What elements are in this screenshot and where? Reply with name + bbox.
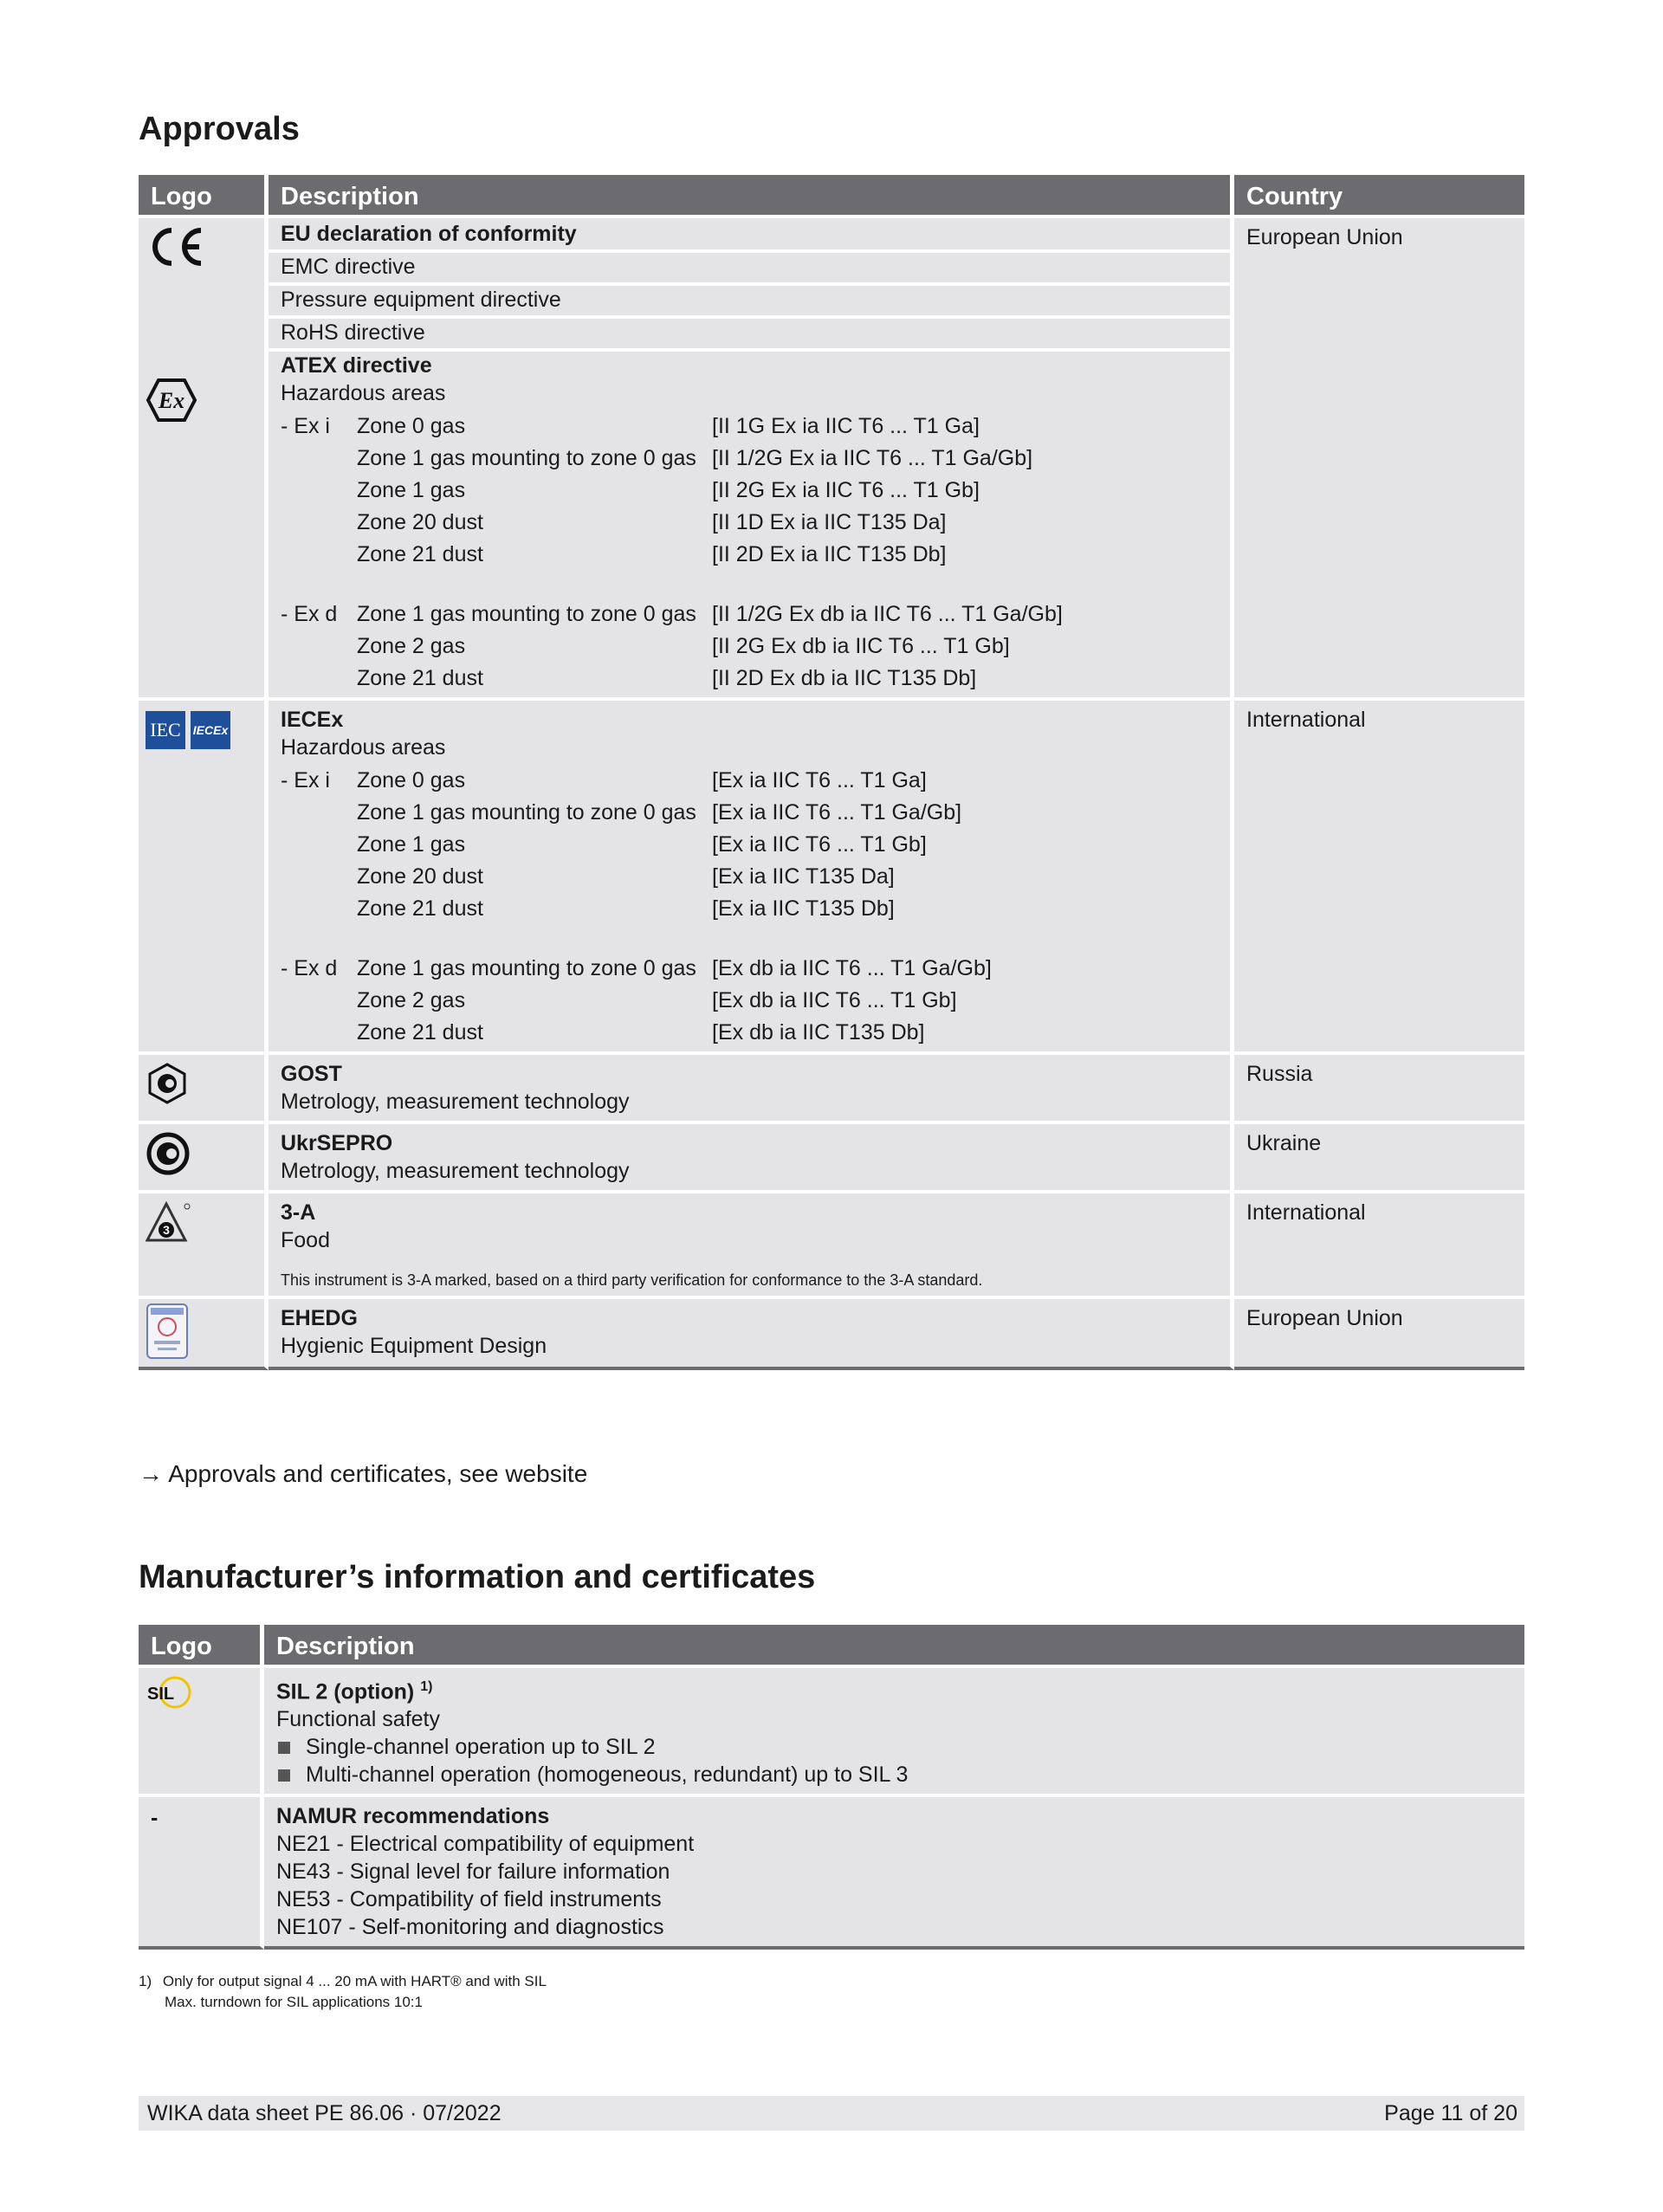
footnote-line-2: Max. turndown for SIL applications 10:1 <box>165 1994 423 2010</box>
zone-code: [II 2G Ex db ia IIC T6 ... T1 Gb] <box>712 634 1010 658</box>
manufacturer-table <box>139 1625 1524 1950</box>
zone-name: Zone 1 gas <box>357 478 466 502</box>
namur-item: NE53 - Compatibility of field instruments <box>276 1887 662 1912</box>
ehedg-country-cell: European Union <box>1234 1299 1524 1370</box>
eu-description-cell <box>269 218 1234 701</box>
atex-subtitle: Hazardous areas <box>281 381 446 405</box>
manufacturer-row-namur <box>139 1797 1524 1950</box>
zone-code: [II 1G Ex ia IIC T6 ... T1 Ga] <box>712 414 980 438</box>
footnote-line-1: Only for output signal 4 ... 20 mA with HART® and with SIL <box>162 1973 547 1989</box>
iecex-country-cell: International <box>1234 701 1524 1055</box>
iecex-logo-cell <box>139 701 269 1055</box>
col-logo-header: Logo <box>139 175 269 218</box>
approval-row-gost <box>139 1055 1524 1124</box>
zone-code: [Ex ia IIC T135 Db] <box>712 896 895 921</box>
eu-title: EU declaration of conformity <box>269 220 1230 253</box>
sil-subtitle: Functional safety <box>276 1707 440 1732</box>
ukrsepro-description-cell <box>269 1124 1234 1193</box>
three-a-country-cell: International <box>1234 1193 1524 1299</box>
zone-code: [II 1/2G Ex db ia IIC T6 ... T1 Ga/Gb] <box>712 602 1063 626</box>
zone-name: Zone 1 gas mounting to zone 0 gas <box>357 446 696 470</box>
svg-text:3: 3 <box>163 1223 170 1237</box>
approval-row-iecex <box>139 701 1524 1055</box>
ukrsepro-logo-cell <box>139 1124 269 1193</box>
zone-name: Zone 21 dust <box>357 666 483 690</box>
sil-bullet-item: Multi-channel operation (homogeneous, redundant) up to SIL 3 <box>276 1761 1512 1788</box>
atex-title: ATEX directive <box>281 353 432 378</box>
approvals-heading: Approvals <box>139 111 300 147</box>
zone-code: [II 1D Ex ia IIC T135 Da] <box>712 510 947 534</box>
zone-code: [II 2G Ex ia IIC T6 ... T1 Gb] <box>712 478 980 502</box>
zone-name: Zone 2 gas <box>357 634 466 658</box>
sil-title: SIL 2 (option) $^{1)}$ <box>276 1679 433 1704</box>
zone-code: [Ex ia IIC T6 ... T1 Ga] <box>712 768 927 792</box>
ce-mark-icon <box>146 225 257 260</box>
col-country-header: Country <box>1234 175 1524 218</box>
col-description-header: Description <box>264 1625 1524 1668</box>
zone-name: Zone 1 gas mounting to zone 0 gas <box>357 602 696 626</box>
gost-mark-icon <box>146 1062 257 1105</box>
three-a-note: This instrument is 3-A marked, based on a third party verification for conformance to the 3-A standard. <box>281 1271 983 1289</box>
zone-code: [II 2D Ex ia IIC T135 Db] <box>712 542 947 566</box>
sil-logo-icon: SIL <box>146 1675 197 1715</box>
pressure-directive: Pressure equipment directive <box>269 286 1230 319</box>
iecex-title: IECEx <box>281 708 344 732</box>
zone-code: [Ex db ia IIC T6 ... T1 Gb] <box>712 988 957 1012</box>
namur-item: NE107 - Self-monitoring and diagnostics <box>276 1915 664 1940</box>
approval-row-ukrsepro <box>139 1124 1524 1193</box>
square-bullet-icon <box>278 1742 290 1754</box>
manufacturer-header-row <box>139 1625 1524 1668</box>
zone-name: Zone 21 dust <box>357 542 483 566</box>
zone-name: Zone 20 dust <box>357 864 483 889</box>
ehedg-description-cell <box>269 1299 1234 1370</box>
zone-name: Zone 21 dust <box>357 896 483 921</box>
zone-code: [Ex db ia IIC T135 Db] <box>712 1020 925 1045</box>
ehedg-logo-cell <box>139 1299 269 1370</box>
iecex-ex-i-zones <box>281 766 1218 922</box>
footnote-marker: 1) <box>139 1973 152 1989</box>
three-a-description-cell <box>269 1193 1234 1299</box>
approvals-table <box>139 175 1524 1370</box>
zone-name: Zone 20 dust <box>357 510 483 534</box>
three-a-logo-cell <box>139 1193 269 1299</box>
namur-description-cell <box>264 1797 1524 1950</box>
zone-name: Zone 1 gas <box>357 832 466 857</box>
zone-name: Zone 0 gas <box>357 414 466 438</box>
rohs-directive: RoHS directive <box>269 319 1230 352</box>
iecex-description-cell <box>269 701 1234 1055</box>
ukrsepro-subtitle: Metrology, measurement technology <box>281 1159 630 1183</box>
iecex-subtitle: Hazardous areas <box>281 735 446 760</box>
col-logo-header: Logo <box>139 1625 264 1668</box>
ex-i-label: - Ex i <box>281 414 330 438</box>
col-description-header: Description <box>269 175 1234 218</box>
gost-country-cell: Russia <box>1234 1055 1524 1124</box>
manufacturer-heading: Manufacturer’s information and certificates <box>139 1559 816 1595</box>
zone-code: [Ex ia IIC T6 ... T1 Gb] <box>712 832 927 857</box>
zone-code: [Ex ia IIC T6 ... T1 Ga/Gb] <box>712 800 962 825</box>
ex-atex-icon <box>146 378 257 423</box>
sil-bullet-item: Single-channel operation up to SIL 2 <box>276 1733 1512 1761</box>
gost-subtitle: Metrology, measurement technology <box>281 1090 630 1114</box>
zone-code: [Ex ia IIC T135 Da] <box>712 864 895 889</box>
ehedg-subtitle: Hygienic Equipment Design <box>281 1334 547 1358</box>
zone-name: Zone 1 gas mounting to zone 0 gas <box>357 956 696 980</box>
footer-page-number: Page 11 of 20 <box>1384 2101 1517 2125</box>
gost-title: GOST <box>281 1062 342 1086</box>
namur-logo-cell: - <box>139 1797 264 1950</box>
zone-name: Zone 2 gas <box>357 988 466 1012</box>
approval-row-eu <box>139 218 1524 701</box>
ex-d-label: - Ex d <box>281 956 338 980</box>
ehedg-title: EHEDG <box>281 1306 358 1330</box>
three-a-title: 3-A <box>281 1200 316 1225</box>
footnote <box>139 1971 547 2013</box>
emc-directive: EMC directive <box>269 253 1230 286</box>
website-link-note[interactable]: → Approvals and certificates, see website <box>139 1460 588 1487</box>
approvals-header-row <box>139 175 1524 218</box>
approval-row-3a <box>139 1193 1524 1299</box>
approval-row-ehedg <box>139 1299 1524 1370</box>
three-a-mark-icon <box>146 1200 257 1245</box>
footer-doc-id: WIKA data sheet PE 86.06 · 07/2022 <box>147 2101 501 2125</box>
ukrsepro-title: UkrSEPRO <box>281 1131 393 1155</box>
zone-name: Zone 0 gas <box>357 768 466 792</box>
ehedg-certified-icon <box>146 1303 257 1360</box>
zone-code: [II 1/2G Ex ia IIC T6 ... T1 Ga/Gb] <box>712 446 1033 470</box>
manufacturer-row-sil <box>139 1668 1524 1797</box>
zone-name: Zone 21 dust <box>357 1020 483 1045</box>
ex-i-label: - Ex i <box>281 768 330 792</box>
sil-description-cell <box>264 1668 1524 1797</box>
eu-country-cell: European Union <box>1234 218 1524 701</box>
svg-text:Ex: Ex <box>158 388 185 413</box>
iecex-ex-d-zones <box>281 954 1218 1046</box>
ex-d-label: - Ex d <box>281 602 338 626</box>
atex-ex-d-zones <box>281 600 1218 692</box>
gost-description-cell <box>269 1055 1234 1124</box>
ukrsepro-mark-icon <box>146 1131 257 1176</box>
ukrsepro-country-cell: Ukraine <box>1234 1124 1524 1193</box>
three-a-subtitle: Food <box>281 1228 330 1252</box>
zone-name: Zone 1 gas mounting to zone 0 gas <box>357 800 696 825</box>
namur-item: NE43 - Signal level for failure information <box>276 1860 670 1885</box>
gost-logo-cell <box>139 1055 269 1124</box>
sil-logo-cell <box>139 1668 264 1797</box>
eu-logo-cell <box>139 218 269 701</box>
page-footer <box>139 2096 1524 2131</box>
namur-title: NAMUR recommendations <box>276 1804 550 1829</box>
zone-code: [Ex db ia IIC T6 ... T1 Ga/Gb] <box>712 956 992 980</box>
atex-ex-i-zones <box>281 412 1218 568</box>
square-bullet-icon <box>278 1769 290 1782</box>
iecex-logo-icon: IEC IECEx <box>146 711 257 749</box>
namur-item: NE21 - Electrical compatibility of equipment <box>276 1832 695 1857</box>
zone-code: [II 2D Ex db ia IIC T135 Db] <box>712 666 977 690</box>
